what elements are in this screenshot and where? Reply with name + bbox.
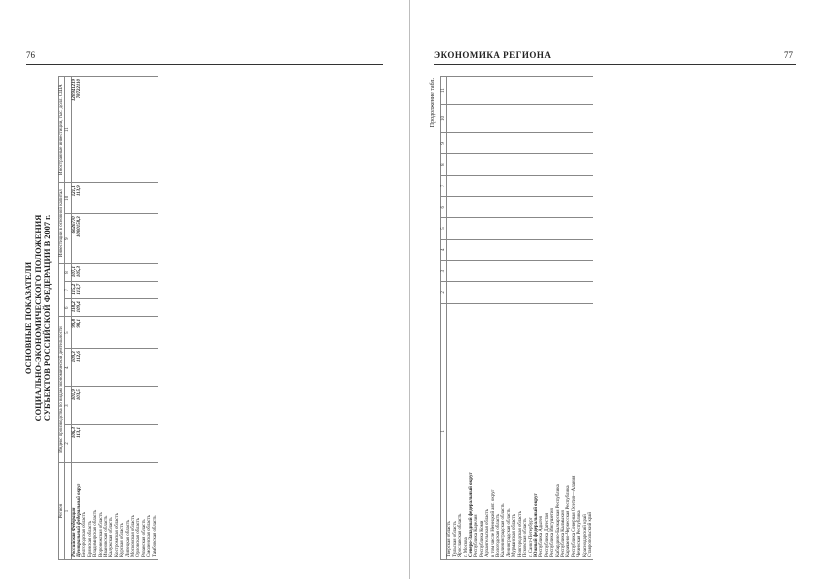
region-name: Республика Калмыкия bbox=[561, 303, 566, 559]
region-name: Новгородская область bbox=[518, 303, 523, 559]
column-number: 7 bbox=[441, 175, 447, 196]
region-name: Кабардино-Балкарская Республика bbox=[556, 303, 561, 559]
value-cell bbox=[588, 175, 593, 196]
column-number: 9 bbox=[441, 133, 447, 154]
col-header-region: Регион bbox=[58, 463, 64, 560]
region-name: в том числе Ненецкий авт. округ bbox=[491, 303, 496, 559]
region-name: Воронежская область bbox=[99, 463, 104, 560]
table-body bbox=[447, 77, 593, 560]
column-number: 6 bbox=[441, 197, 447, 218]
value-cell: 109,3 bbox=[71, 349, 77, 387]
value-cell bbox=[588, 154, 593, 175]
right-page-number: 77 bbox=[784, 50, 793, 60]
value-cell: 98,1 bbox=[77, 317, 82, 349]
continuation-label: Продолжение табл. bbox=[430, 78, 436, 128]
column-number: 8 bbox=[441, 154, 447, 175]
title-line: СУБЪЕКТОВ РОССИЙСКОЙ ФЕДЕРАЦИИ В 2007 г. bbox=[43, 214, 53, 422]
region-name: Республика Карелия bbox=[474, 303, 479, 559]
value-cell bbox=[153, 264, 158, 282]
region-name: Тамбовская область bbox=[153, 463, 158, 560]
column-number: 5 bbox=[441, 218, 447, 239]
title-line: ОСНОВНЫЕ ПОКАЗАТЕЛИ bbox=[24, 261, 33, 375]
value-cell: 120941219 bbox=[71, 77, 77, 183]
column-number: 3 bbox=[65, 387, 71, 425]
region-name: Ярославская область bbox=[458, 303, 463, 559]
value-cell: 113,1 bbox=[77, 425, 82, 463]
right-page bbox=[410, 0, 820, 579]
region-name: Рязанская область bbox=[142, 463, 147, 560]
region-name: Карачаево-Черкесская Республика bbox=[566, 303, 571, 559]
value-cell bbox=[153, 214, 158, 264]
value-cell bbox=[153, 183, 158, 214]
region-name: Костромская область bbox=[115, 463, 120, 560]
table-row bbox=[588, 77, 593, 560]
value-cell bbox=[153, 317, 158, 349]
region-name: Южный федеральный округ bbox=[534, 303, 539, 559]
value-cell: 121,1 bbox=[71, 183, 77, 214]
column-number: 9 bbox=[65, 214, 71, 264]
value-cell: 118,2 bbox=[71, 299, 77, 317]
region-name: Республика Адыгея bbox=[539, 303, 544, 559]
column-number: 11 bbox=[65, 77, 71, 183]
column-number: 4 bbox=[65, 349, 71, 387]
value-cell bbox=[588, 197, 593, 218]
value-cell: 113,9 bbox=[77, 183, 82, 214]
region-name: г. Москва bbox=[464, 303, 469, 559]
rotated-table-right bbox=[426, 76, 804, 560]
value-cell bbox=[153, 349, 158, 387]
column-number: 6 bbox=[65, 299, 71, 317]
region-name: Владимирская область bbox=[93, 463, 98, 560]
value-cell bbox=[153, 281, 158, 298]
value-cell: 101,9 bbox=[71, 387, 77, 425]
region-name: Краснодарский край bbox=[583, 303, 588, 559]
value-cell: 115,2 bbox=[71, 281, 77, 298]
table-body bbox=[71, 77, 158, 560]
region-name: Ленинградская область bbox=[507, 303, 512, 559]
region-name: Российская Федерация bbox=[71, 463, 77, 560]
region-name: Республика Северная Осетия—Алания bbox=[572, 303, 577, 559]
rotated-table-left bbox=[18, 76, 388, 560]
value-cell: 106,3 bbox=[71, 425, 77, 463]
region-name: Республика Дагестан bbox=[545, 303, 550, 559]
region-name: Тульская область bbox=[453, 303, 458, 559]
value-cell bbox=[153, 77, 158, 183]
region-name: Республика Коми bbox=[480, 303, 485, 559]
column-number: 1 bbox=[65, 463, 71, 560]
value-cell bbox=[588, 133, 593, 154]
column-number: 4 bbox=[441, 239, 447, 260]
col-header-production: Индекс производства по видам экономической деятельности bbox=[58, 317, 64, 463]
column-number: 1 bbox=[441, 303, 447, 559]
table-row bbox=[153, 77, 158, 560]
running-title: ЭКОНОМИКА РЕГИОНА bbox=[434, 50, 552, 60]
title-line: СОЦИАЛЬНО-ЭКОНОМИЧЕСКОГО ПОЛОЖЕНИЯ bbox=[33, 214, 43, 422]
value-cell bbox=[588, 104, 593, 132]
column-number: 2 bbox=[65, 425, 71, 463]
value-cell: 105,3 bbox=[77, 264, 82, 282]
value-cell: 103,5 bbox=[77, 387, 82, 425]
region-name: Липецкая область bbox=[126, 463, 131, 560]
column-number: 3 bbox=[441, 260, 447, 281]
value-cell bbox=[588, 77, 593, 105]
region-name: Архангельская область bbox=[485, 303, 490, 559]
region-name: Курская область bbox=[120, 463, 125, 560]
region-name: Брянская область bbox=[88, 463, 93, 560]
region-name: Калужская область bbox=[109, 463, 114, 560]
column-number: 10 bbox=[441, 104, 447, 132]
left-page-number: 76 bbox=[26, 50, 35, 60]
value-cell bbox=[153, 299, 158, 317]
region-name: Тверская область bbox=[447, 303, 453, 559]
region-name: г. Санкт-Петербург bbox=[529, 303, 534, 559]
region-name: Белгородская область bbox=[82, 463, 87, 560]
table-title bbox=[24, 76, 53, 560]
region-name: Вологодская область bbox=[496, 303, 501, 559]
value-cell: 107,1 bbox=[71, 264, 77, 282]
col-header-foreign-investment: Иностранные инвестиции, тыс. долл. США bbox=[58, 77, 64, 183]
header-rule bbox=[26, 64, 383, 65]
region-name: Калининградская область bbox=[501, 303, 506, 559]
value-cell: 113,7 bbox=[77, 281, 82, 298]
indicators-table-part-1 bbox=[58, 76, 158, 560]
value-cell: 112,6 bbox=[77, 349, 82, 387]
value-cell bbox=[588, 218, 593, 239]
column-number: 8 bbox=[65, 264, 71, 282]
value-cell: 78722110 bbox=[77, 77, 82, 183]
region-name: Псковская область bbox=[523, 303, 528, 559]
value-cell: 99,8 bbox=[71, 317, 77, 349]
header-rule bbox=[434, 64, 796, 65]
value-cell: 109,4 bbox=[77, 299, 82, 317]
value-cell bbox=[588, 260, 593, 281]
value-cell bbox=[588, 282, 593, 303]
region-name: Северо-Западный федеральный округ bbox=[469, 303, 474, 559]
column-number: 2 bbox=[441, 282, 447, 303]
column-number: 10 bbox=[65, 183, 71, 214]
value-cell bbox=[588, 239, 593, 260]
region-name: Ивановская область bbox=[104, 463, 109, 560]
region-name: Центральный федеральный округ bbox=[77, 463, 82, 560]
value-cell bbox=[153, 425, 158, 463]
value-cell bbox=[153, 387, 158, 425]
column-number: 7 bbox=[65, 281, 71, 298]
region-name: Республика Ингушетия bbox=[550, 303, 555, 559]
region-name: Мурманская область bbox=[512, 303, 517, 559]
region-name: Московская область bbox=[131, 463, 136, 560]
region-name: Ставропольский край bbox=[588, 303, 593, 559]
region-name: Смоленская область bbox=[147, 463, 152, 560]
column-number: 5 bbox=[65, 317, 71, 349]
region-name: Орловская область bbox=[136, 463, 141, 560]
region-name: Чеченская Республика bbox=[577, 303, 582, 559]
value-cell: 6626770 bbox=[71, 214, 77, 264]
indicators-table-part-2 bbox=[440, 76, 593, 560]
column-number: 11 bbox=[441, 77, 447, 105]
value-cell: 1000158,3 bbox=[77, 214, 82, 264]
col-header-investment: Инвестиции в основной капитал bbox=[58, 183, 64, 264]
